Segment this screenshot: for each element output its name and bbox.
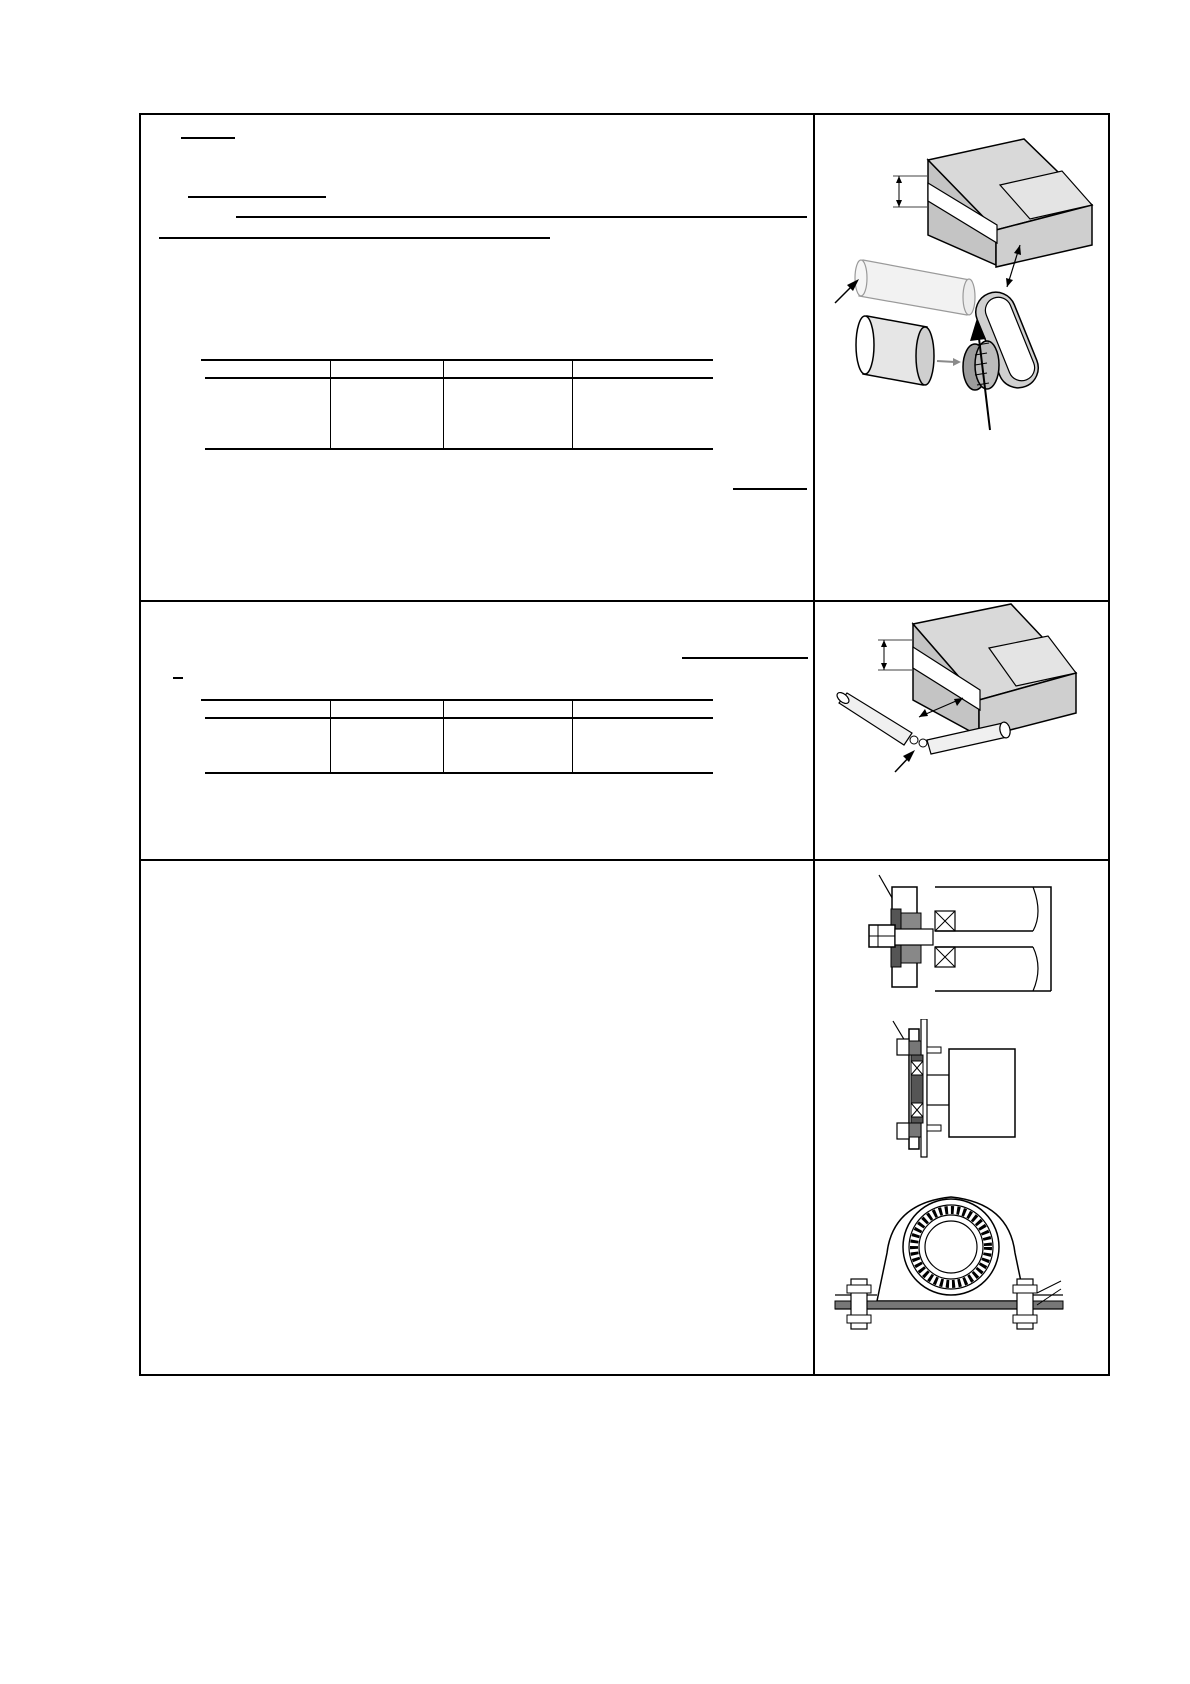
pillow-block-bearing-figure xyxy=(833,1185,1073,1345)
shaft-gear-assembly-drawing xyxy=(815,115,1110,600)
underline-1 xyxy=(181,137,235,139)
underline-6 xyxy=(682,657,808,659)
table-2-col-sep-2 xyxy=(443,700,444,773)
shaft-gear-assembly-figure xyxy=(815,115,1108,600)
section-3 xyxy=(141,859,1108,1378)
document-frame xyxy=(139,113,1110,1376)
underline-4 xyxy=(159,237,550,239)
section-2 xyxy=(141,600,1108,859)
table-2-col-sep-1 xyxy=(330,700,331,773)
section-1-text-cell xyxy=(141,115,813,600)
underline-7 xyxy=(173,677,183,679)
table-1-col-sep-3 xyxy=(572,359,573,449)
section-2-text-cell xyxy=(141,600,813,859)
table-2-top-rule xyxy=(201,699,713,701)
housing-pins-drawing xyxy=(815,600,1110,859)
underline-3 xyxy=(236,216,807,218)
table-2-col-sep-3 xyxy=(572,700,573,773)
underline-5 xyxy=(733,488,807,490)
housing-pins-figure xyxy=(815,600,1108,859)
section-1 xyxy=(141,115,1108,600)
flanged-bearing-figure xyxy=(885,1019,1035,1159)
table-2-header-rule xyxy=(205,717,713,719)
table-1-col-sep-1 xyxy=(330,359,331,449)
section-3-figures xyxy=(815,859,1108,1378)
table-1-bottom-rule xyxy=(205,448,713,450)
bolted-bearing-side-figure xyxy=(865,873,1055,993)
underline-2 xyxy=(188,196,326,198)
table-2-bottom-rule xyxy=(205,772,713,774)
section-3-text-cell xyxy=(141,859,813,1378)
table-1-col-sep-2 xyxy=(443,359,444,449)
table-1-top-rule xyxy=(201,359,713,361)
table-1-header-rule xyxy=(205,377,713,379)
